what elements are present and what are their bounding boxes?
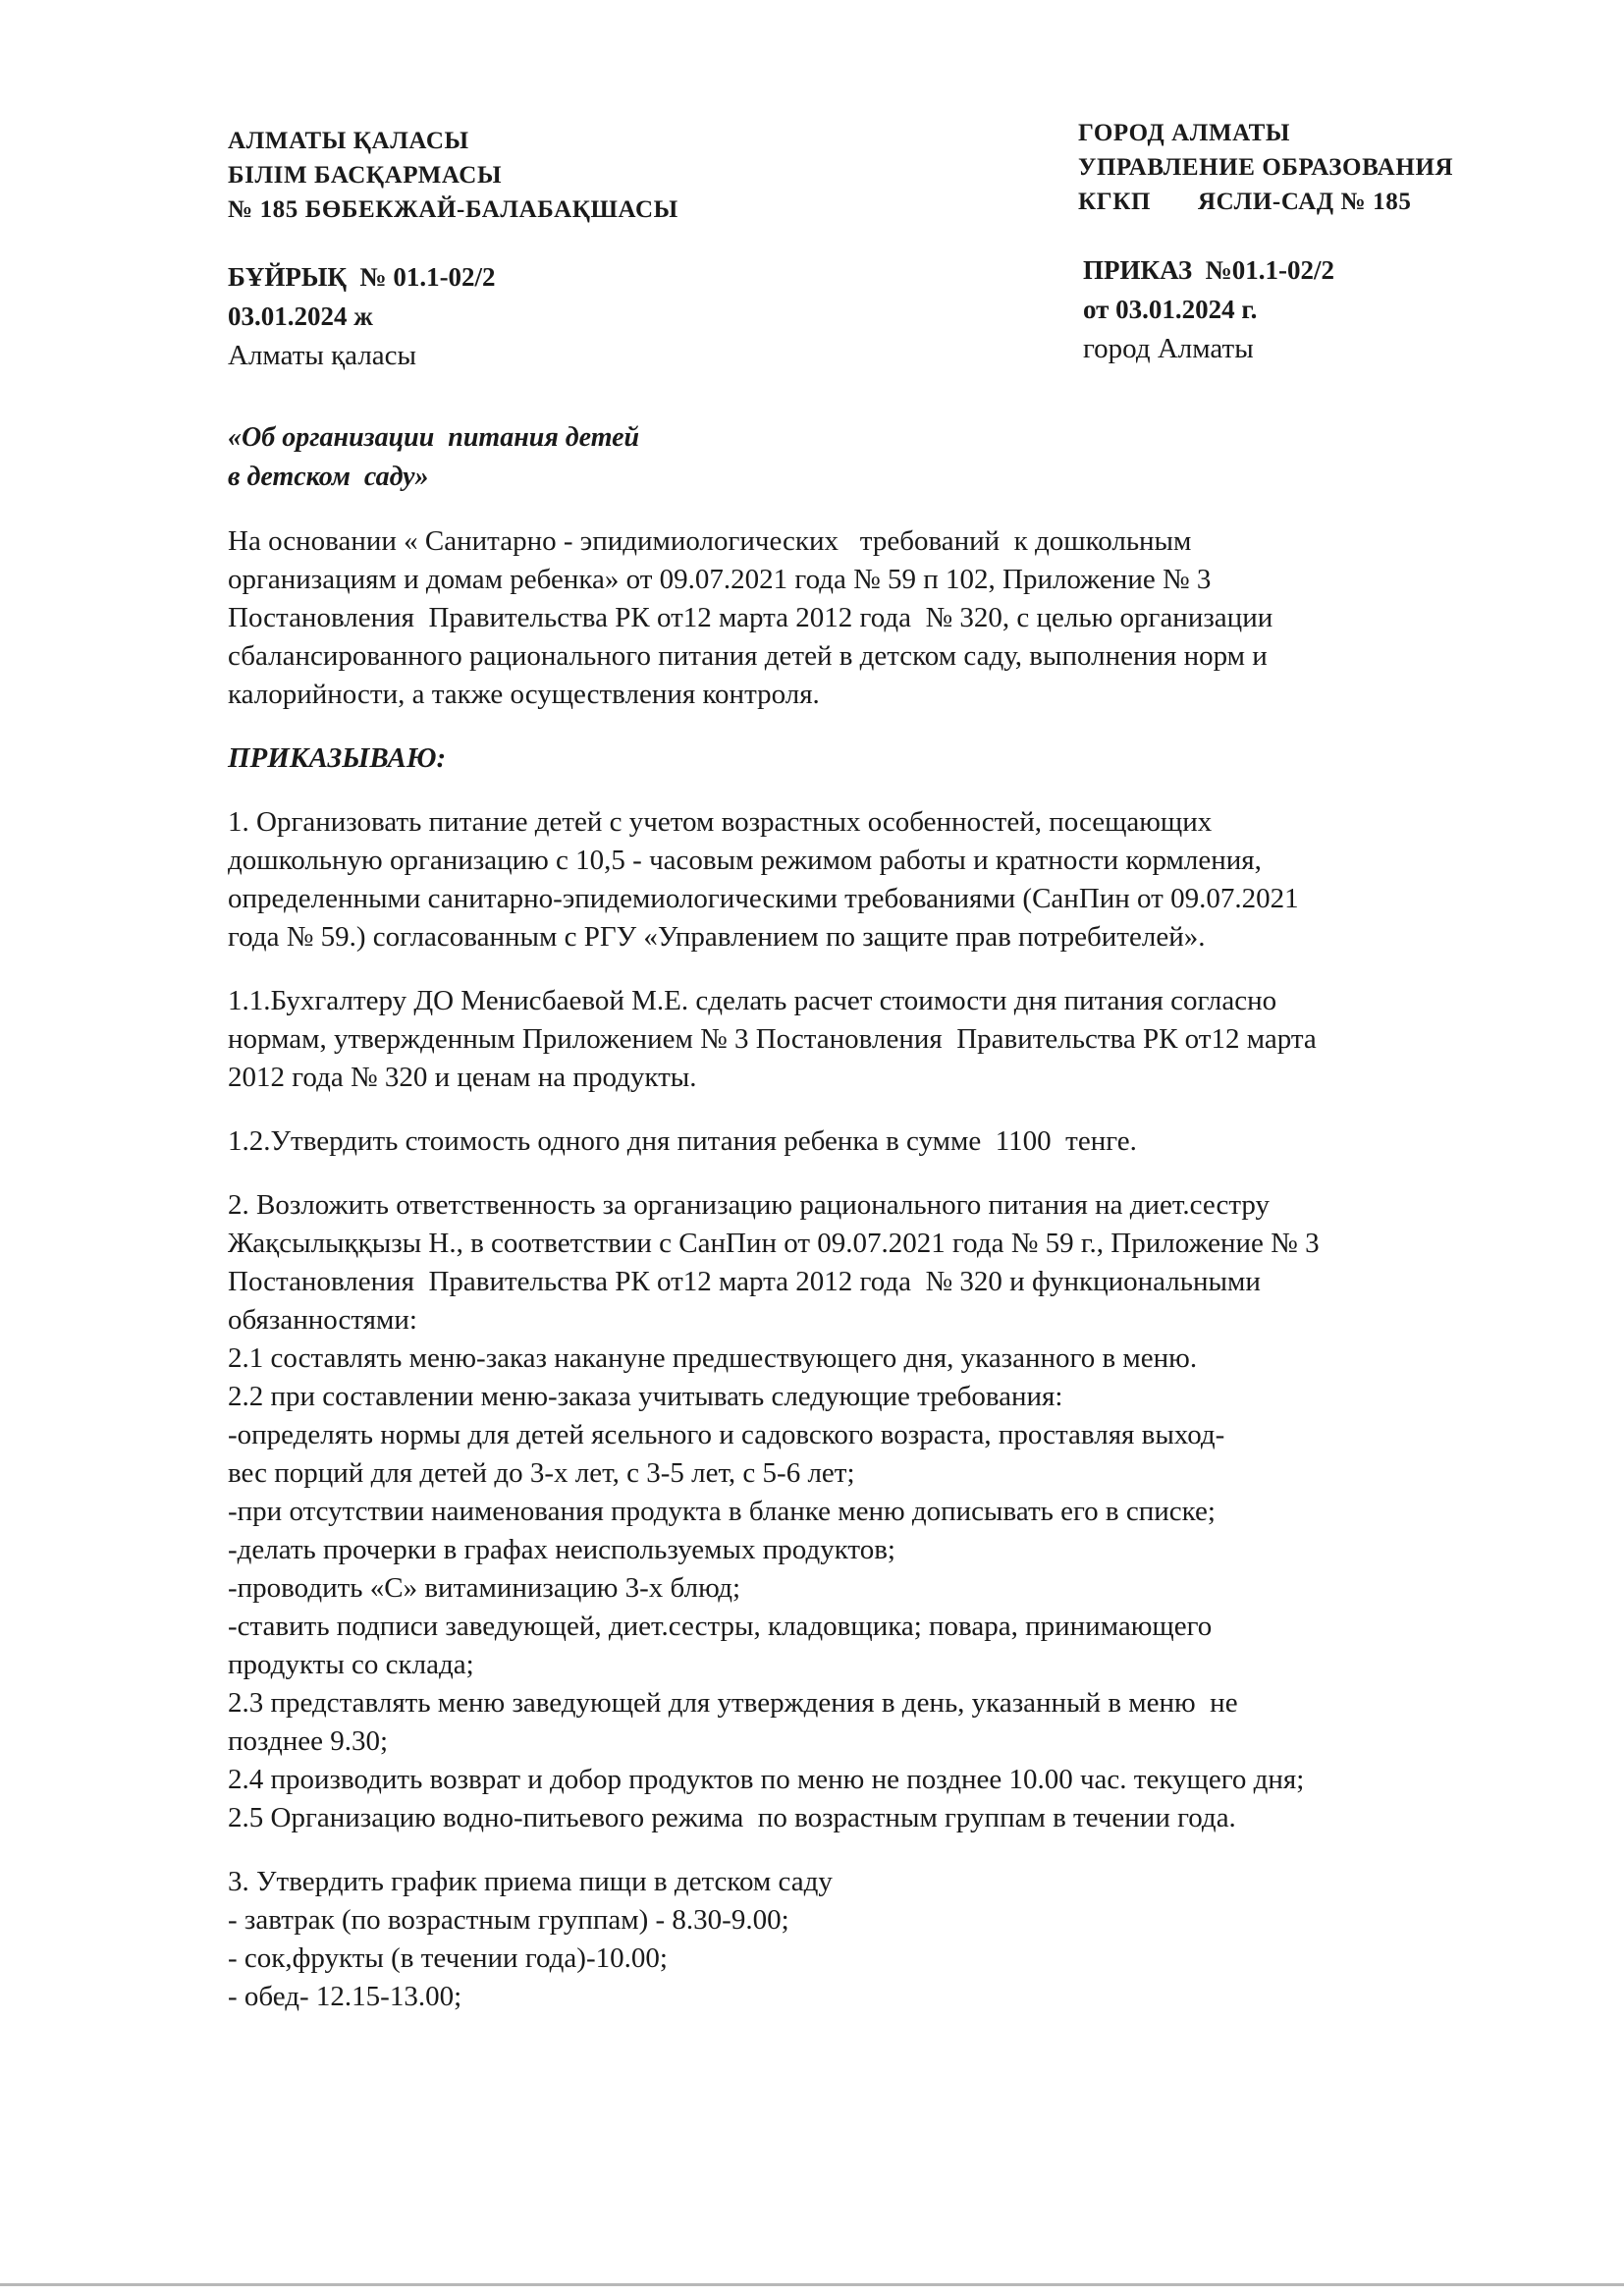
text-line: дошкольную организацию с 10,5 - часовым режимом работы и кратности кормления,: [228, 845, 1262, 876]
text-line: - обед- 12.15-13.00;: [228, 1981, 462, 2012]
text-line: вес порций для детей до 3-х лет, с 3-5 лет, с 5-6 лет;: [228, 1457, 855, 1489]
text-line: 2.2 при составлении меню-заказа учитывать следующие требования:: [228, 1381, 1063, 1412]
text-line: 2.3 представлять меню заведующей для утверждения в день, указанный в меню не: [228, 1687, 1238, 1719]
text-line: На основании « Санитарно - эпидимиологических требований к дошкольным: [228, 525, 1192, 557]
text-line: 1. Организовать питание детей с учетом возрастных особенностей, посещающих: [228, 806, 1213, 838]
text-line: 2.5 Организацию водно-питьевого режима по возрастным группам в течении года.: [228, 1802, 1236, 1833]
header-line: КГКП ЯСЛИ-САД № 185: [1078, 189, 1412, 215]
item-3: [228, 1863, 1524, 2016]
text-line: организациям и домам ребенка» от 09.07.2021 года № 59 п 102, Приложение № 3: [228, 564, 1212, 595]
text-line: Жақсылыққызы Н., в соответствии с СанПин от 09.07.2021 года № 59 г., Приложение № 3: [228, 1228, 1320, 1259]
order-block-russian: [1083, 250, 1334, 368]
header-line: № 185 БӨБЕКЖАЙ-БАЛАБАҚШАСЫ: [228, 196, 678, 223]
text-line: -определять нормы для детей ясельного и садовского возраста, проставляя выход-: [228, 1419, 1225, 1450]
preamble-paragraph: [228, 522, 1524, 714]
header-right-russian: [1078, 116, 1453, 219]
header-left-kazakh: [228, 124, 678, 227]
order-number: БҰЙРЫҚ № 01.1-02/2: [228, 262, 496, 292]
subject-line: в детском саду»: [228, 462, 429, 492]
text-line: -делать прочерки в графах неиспользуемых продуктов;: [228, 1534, 895, 1565]
text-line: сбалансированного рационального питания детей в детском саду, выполнения норм и: [228, 640, 1268, 672]
text-line: 2. Возложить ответственность за организацию рационального питания на диет.сестру: [228, 1189, 1270, 1221]
item-1-1: [228, 982, 1524, 1097]
order-date: от 03.01.2024 г.: [1083, 295, 1258, 324]
text-line: 2012 года № 320 и ценам на продукты.: [228, 1062, 697, 1093]
text-line: -проводить «С» витаминизацию 3-х блюд;: [228, 1572, 741, 1604]
text-line: - сок,фрукты (в течении года)-10.00;: [228, 1942, 668, 1974]
text-line: года № 59.) согласованным с РГУ «Управлением по защите прав потребителей».: [228, 921, 1206, 953]
item-2: [228, 1186, 1524, 1837]
order-date: 03.01.2024 ж: [228, 301, 373, 331]
subject-line: «Об организации питания детей: [228, 422, 640, 453]
text-line: - завтрак (по возрастным группам) - 8.30-9.00;: [228, 1904, 789, 1936]
text-line: обязанностями:: [228, 1304, 417, 1336]
order-city: город Алматы: [1083, 333, 1254, 364]
header-line: УПРАВЛЕНИЕ ОБРАЗОВАНИЯ: [1078, 154, 1454, 181]
item-1-2: [228, 1122, 1524, 1161]
text-line: Постановления Правительства РК от12 марта 2012 года № 320, с целью организации: [228, 602, 1273, 633]
text-line: позднее 9.30;: [228, 1725, 389, 1757]
text-line: калорийности, а также осуществления контроля.: [228, 679, 820, 710]
item-1: [228, 803, 1524, 957]
text-line: Постановления Правительства РК от12 марта 2012 года № 320 и функциональными: [228, 1266, 1261, 1297]
header-line: АЛМАТЫ ҚАЛАСЫ: [228, 128, 469, 154]
text-line: 2.1 составлять меню-заказ накануне предшествующего дня, указанного в меню.: [228, 1342, 1198, 1374]
header-line: ГОРОД АЛМАТЫ: [1078, 120, 1291, 146]
text-line: 3. Утвердить график приема пищи в детском саду: [228, 1866, 833, 1897]
text-line: продукты со склада;: [228, 1649, 474, 1680]
order-word: ПРИКАЗЫВАЮ:: [228, 742, 447, 774]
order-block-kazakh: [228, 257, 496, 375]
text-line: -при отсутствии наименования продукта в бланке меню дописывать его в списке;: [228, 1496, 1216, 1527]
scan-edge-line: [0, 2283, 1624, 2286]
text-line: нормам, утвержденным Приложением № 3 Постановления Правительства РК от12 марта: [228, 1023, 1317, 1055]
order-city: Алматы қаласы: [228, 340, 417, 371]
order-body: [228, 522, 1524, 2042]
text-line: -ставить подписи заведующей, диет.сестры, кладовщика; повара, принимающего: [228, 1611, 1213, 1642]
text-line: определенными санитарно-эпидемиологическими требованиями (СанПин от 09.07.2021: [228, 883, 1299, 914]
text-line: 2.4 производить возврат и добор продуктов по меню не позднее 10.00 час. текущего дня;: [228, 1764, 1305, 1795]
order-subject: [228, 418, 639, 497]
text-line: 1.2.Утвердить стоимость одного дня питания ребенка в сумме 1100 тенге.: [228, 1125, 1137, 1157]
text-line: 1.1.Бухгалтеру ДО Менисбаевой М.Е. сделать расчет стоимости дня питания согласно: [228, 985, 1277, 1016]
header-line: БІЛІМ БАСҚАРМАСЫ: [228, 162, 503, 189]
order-number: ПРИКАЗ №01.1-02/2: [1083, 255, 1335, 285]
